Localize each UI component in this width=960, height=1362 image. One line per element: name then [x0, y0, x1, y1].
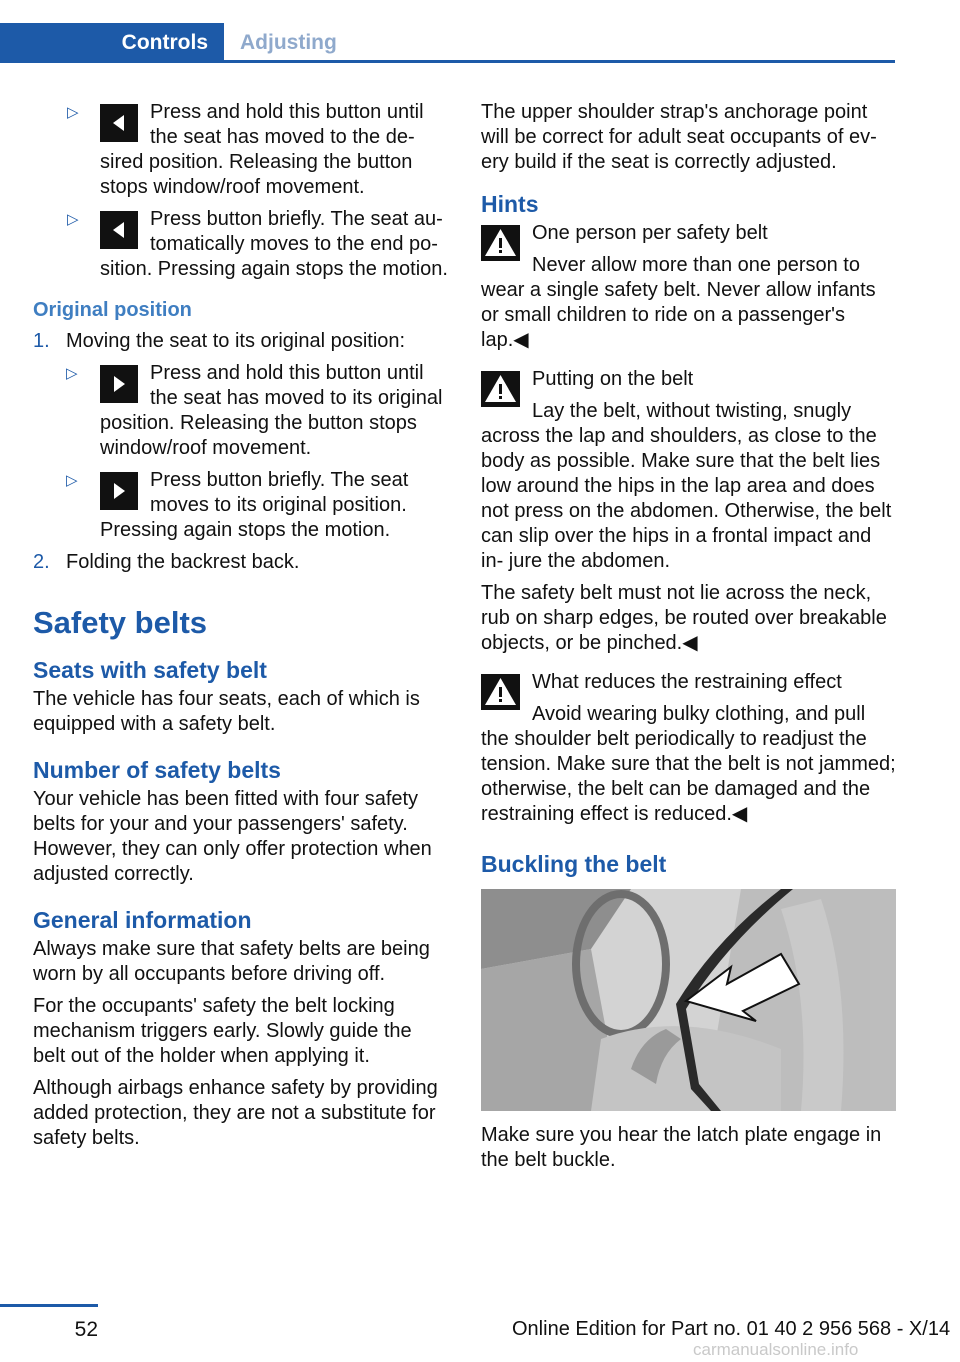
number-text: Your vehicle has been fitted with four safety belts for your and your passengers' safety. However, they can only offer protection when adjusted correctly.	[33, 788, 432, 885]
step-text: Moving the seat to its original position:	[66, 330, 406, 352]
step-text: Folding the backrest back.	[66, 551, 300, 573]
right-column	[481, 100, 896, 1180]
tab-adjusting[interactable]: Adjusting	[240, 31, 337, 54]
bullet-text: Press button briefly. The seat moves to its original position.	[150, 469, 409, 516]
step-number: 1.	[33, 330, 50, 352]
step-number: 2.	[33, 551, 50, 573]
bullet-triangle-icon: ▷	[67, 104, 79, 121]
warning-triangle-icon	[481, 674, 520, 710]
page-number: 52	[74, 1318, 98, 1341]
warning-title: What reduces the restraining effect	[532, 671, 842, 693]
anchorage-text: The upper shoulder strap's anchorage point will be correct for adult seat occupants of ev‐ ery build if the seat is correctly adjusted.	[481, 101, 877, 173]
step-1	[33, 329, 449, 543]
belt-neck-text: The safety belt must not lie across the neck, rub on sharp edges, be routed over breakable objects, or be pinched.◀	[481, 582, 887, 654]
section-title: Safety belts	[33, 605, 208, 640]
warning-body: Avoid wearing bulky clothing, and pull the shoulder belt periodically to readjust the tension. Make sure that the belt is not jammed; otherwise, the belt can be damaged and the restraining effect is reduced.◀	[481, 703, 896, 825]
bullet-hold-right	[66, 361, 449, 461]
watermark: carmanualsonline.info	[693, 1340, 859, 1359]
warning-triangle-icon	[481, 225, 520, 261]
warning-one-person	[481, 221, 896, 353]
general-paragraph-3: Although airbags enhance safety by providing added protection, they are not a substitute for safety belts.	[33, 1077, 438, 1149]
original-position-heading: Original position	[33, 299, 192, 321]
arrow-left-icon	[100, 211, 138, 249]
bullet-brief-right	[66, 468, 449, 543]
warning-title: Putting on the belt	[532, 368, 694, 390]
latch-text: Make sure you hear the latch plate engage in the belt buckle.	[481, 1124, 882, 1171]
step-1-bullets	[66, 361, 449, 543]
bullet-triangle-icon: ▷	[66, 365, 78, 382]
number-heading: Number of safety belts	[33, 757, 281, 783]
bullet-triangle-icon: ▷	[67, 211, 79, 228]
seat-belt-illustration	[481, 889, 896, 1111]
arrow-right-icon	[100, 365, 138, 403]
arrow-right-icon	[100, 472, 138, 510]
warning-title: One person per safety belt	[532, 222, 768, 244]
bullet-text-rest: Pressing again stops the motion.	[100, 519, 391, 541]
general-paragraph-2: For the occupants' safety the belt locking mechanism triggers early. Slowly guide the belt out of the holder when applying it.	[33, 995, 412, 1067]
bullet-text: Press and hold this button until the seat has moved to the de‐	[150, 101, 424, 148]
warning-body: Lay the belt, without twisting, snugly across the lap and shoulders, as close to the body as possible. Make sure that the belt lies low around the hips in the lap area and does not press on the abdomen. Otherwise, the belt can slip over the hips in a frontal impact and in‐ jure the abdomen.	[481, 400, 892, 572]
warning-body: Never allow more than one person to wear a single safety belt. Never allow infants or small children to ride on a passenger's lap.◀	[481, 254, 876, 351]
bullet-triangle-icon: ▷	[66, 472, 78, 489]
left-column	[33, 100, 449, 1158]
warning-putting-on	[481, 367, 896, 574]
arrow-left-icon	[100, 104, 138, 142]
bullet-brief-left	[33, 207, 449, 282]
buckling-heading: Buckling the belt	[481, 851, 667, 877]
hints-heading: Hints	[481, 191, 539, 217]
warning-restraining	[481, 670, 896, 827]
bullet-text-rest: sired position. Releasing the button stops window/roof movement.	[100, 151, 413, 198]
general-heading: General information	[33, 907, 252, 933]
warning-triangle-icon	[481, 371, 520, 407]
step-2	[33, 550, 449, 575]
bullet-text: Press button briefly. The seat au‐ tomatically moves to the end po‐	[150, 208, 443, 255]
seats-text: The vehicle has four seats, each of which is equipped with a safety belt.	[33, 688, 420, 735]
footer-rule	[0, 1304, 98, 1307]
edition-text: Online Edition for Part no. 01 40 2 956 568 - X/14	[512, 1318, 951, 1340]
page-header	[0, 23, 895, 63]
seats-heading: Seats with safety belt	[33, 657, 267, 683]
bullet-hold-left	[33, 100, 449, 200]
tab-controls[interactable]: Controls	[0, 23, 224, 63]
bullet-text: Press and hold this button until the seat has moved to its original	[150, 362, 443, 409]
bullet-text-rest: sition. Pressing again stops the motion.	[100, 258, 448, 280]
header-rule	[0, 60, 895, 63]
bullet-text-rest: position. Releasing the button stops window/roof movement.	[100, 412, 417, 459]
general-paragraph-1: Always make sure that safety belts are being worn by all occupants before driving off.	[33, 938, 430, 985]
